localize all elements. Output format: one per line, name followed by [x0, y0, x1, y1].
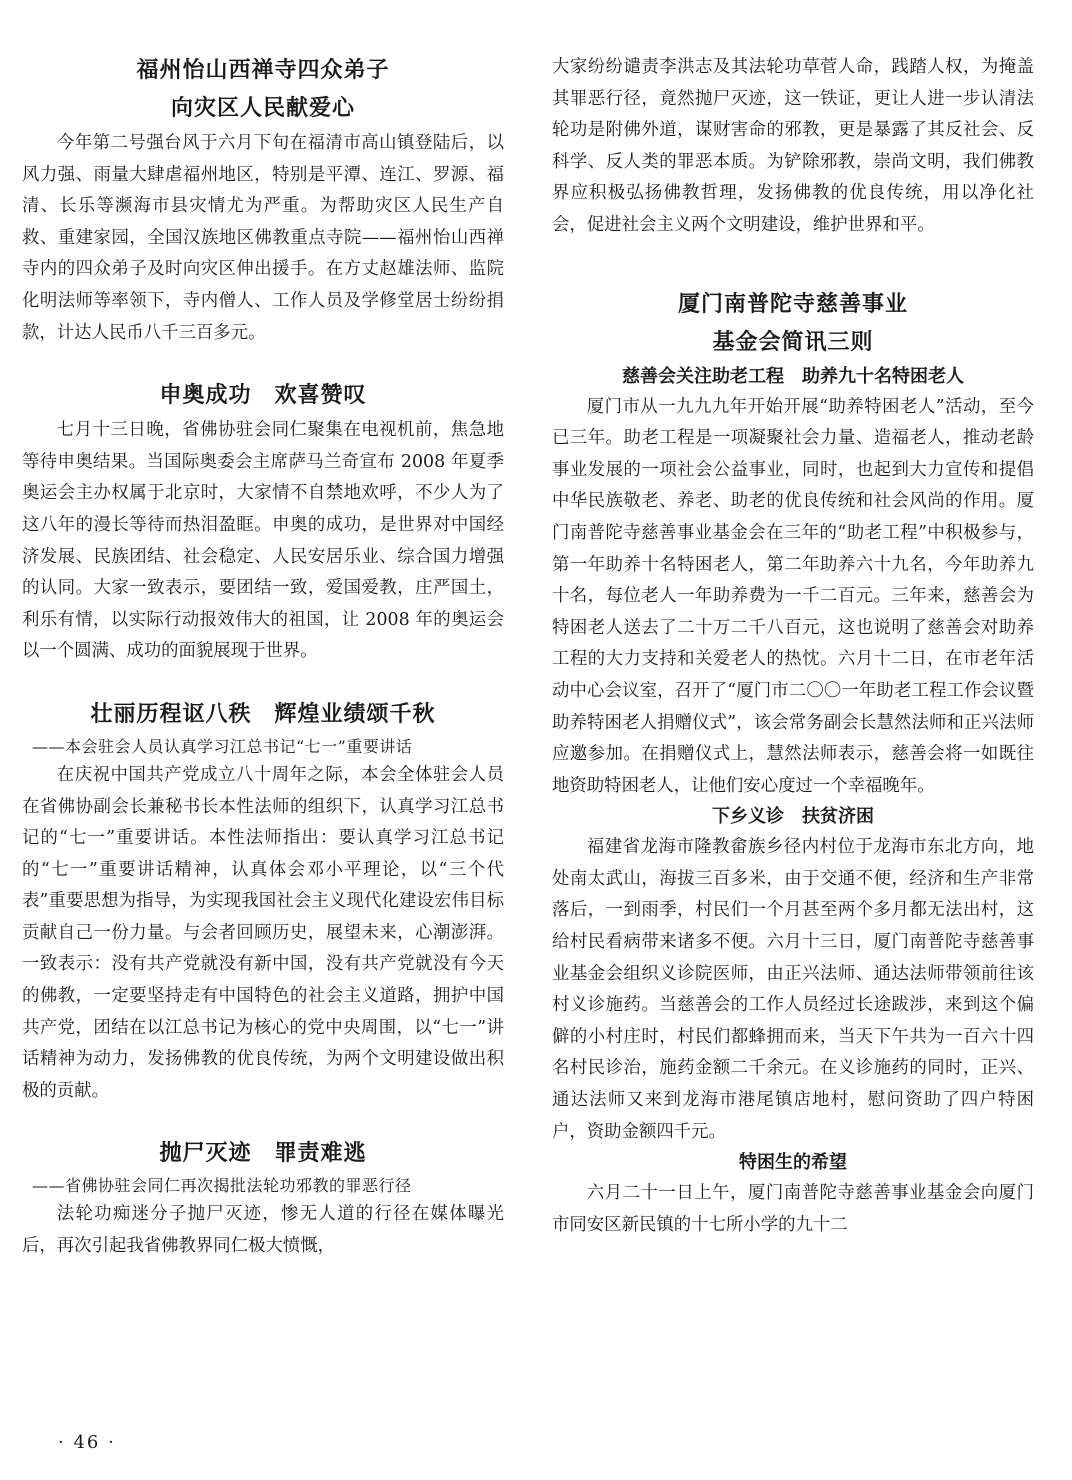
article-body: 在庆祝中国共产党成立八十周年之际，本会全体驻会人员在省佛协副会长兼秘书长本性法师的组织下，认真学习江总书记的“七一”重要讲话。本性法师指出：要认真学习江总书记的“七一”重要讲话精神，认真体会邓小平理论，以“三个代表”重要思想为指导，为实现我国社会主义现代化建设宏伟目标贡献自己一份力量。与会者回顾历史，展望未来，心潮澎湃。一致表示：没有共产党就没有新中国，没有共产党就没有今天的佛教，一定要坚持走有中国特色的社会主义道路，拥护中国共产党，团结在以江总书记为核心的党中央周围，以“七一”讲话精神为动力，发扬佛教的优良传统，为两个文明建设做出积极的贡献。: [22, 764, 504, 1101]
article-title: 申奥成功 欢喜赞叹: [159, 383, 367, 409]
section-spacer: [552, 242, 1034, 270]
article-july-first-speech: [22, 696, 504, 1108]
section-spacer: [22, 349, 504, 377]
article-subtitle: ——省佛协驻会同仁再次揭批法轮功邪教的罪恶行径: [32, 1176, 412, 1196]
page-number: · 46 ·: [58, 1432, 116, 1453]
right-column: [552, 52, 1034, 1241]
article-title-line2: 向灾区人民献爱心: [170, 96, 355, 121]
article-nanputuo-news: [552, 286, 1034, 1242]
news-item-body: 厦门市从一九九九年开始开展“助养特困老人”活动，至今已三年。助老工程是一项凝聚社会力量、造福老人，推动老龄事业发展的一项社会公益事业，同时，也起到大力宣传和提倡中华民族敬老、养老、助老的优良传统和社会风尚的作用。厦门南普陀寺慈善事业基金会在三年的“助老工程”中积极参与，第一年助养十名特困老人，第二年助养六十九名，今年助养九十名，每位老人一年助养费为一千二百元。三年来，慈善会为特困老人送去了二十万二千八百元，这也说明了慈善会对助养工程的大力支持和关爱老人的热忱。六月十二日，在市老年活动中心会议室，召开了“厦门市二〇〇一年助老工程工作会议暨助养特困老人捐赠仪式”，该会常务副会长慧然法师和正兴法师应邀参加。在捐赠仪式上，慧然法师表示，慈善会将一如既往地资助特困老人，让他们安心度过一个幸福晚年。: [552, 396, 1034, 796]
article-body: 法轮功痴迷分子抛尸灭迹，惨无人道的行径在媒体曝光后，再次引起我省佛教界同仁极大愤慨，: [22, 1204, 504, 1257]
article-xichan-donation: [22, 52, 504, 349]
left-column: [22, 52, 504, 1263]
article-body: 今年第二号强台风于六月下旬在福清市高山镇登陆后，以风力强、雨量大肆虐福州地区，特别是平潭、连江、罗源、福清、长乐等濒海市县灾情尤为严重。为帮助灾区人民生产自救、重建家园，全国汉族地区佛教重点寺院——福州怡山西禅寺内的四众弟子及时向灾区伸出援手。在方丈赵雄法师、监院化明法师等率领下，寺内僧人、工作人员及学修堂居士纷纷捐款，计达人民币八千三百多元。: [22, 133, 504, 343]
article-title: 厦门南普陀寺慈善事业: [677, 291, 908, 317]
news-item-body: 六月二十一日上午，厦门南普陀寺慈善事业基金会向厦门市同安区新民镇的十七所小学的九十二: [552, 1183, 1034, 1235]
news-item-heading: 慈善会关注助老工程 助养九十名特困老人: [622, 365, 964, 387]
news-item-body: 福建省龙海市隆教畲族乡径内村位于龙海市东北方向，地处南太武山，海拔三百多米，由于交通不便，经济和生产非常落后，一到雨季，村民们一个月甚至两个多月都无法出村，这给村民看病带来诸多不便。六月十三日，厦门南普陀寺慈善事业基金会组织义诊院医师，由正兴法师、通达法师带领前往该村义诊施药。当慈善会的工作人员经过长途跋涉，来到这个偏僻的小村庄时，村民们都蜂拥而来，当天下午共为一百六十四名村民诊治，施药金额二千余元。在义诊施药的同时，正兴、通达法师又来到龙海市港尾镇店地村，慰问资助了四户特困户，资助金额四千元。: [552, 837, 1034, 1142]
article-subtitle: ——本会驻会人员认真学习江总书记“七一”重要讲话: [32, 736, 413, 756]
article-title: 壮丽历程讴八秩 辉煌业绩颂千秋: [90, 701, 436, 727]
news-item-heading: 特困生的希望: [739, 1152, 847, 1174]
section-spacer: [22, 668, 504, 696]
article-falungong-critique: [22, 1135, 504, 1262]
article-body: 七月十三日晚，省佛协驻会同仁聚集在电视机前，焦急地等待申奥结果。当国际奥委会主席萨马兰奇宣布 2008 年夏季奥运会主办权属于北京时，大家情不自禁地欢呼，不少人为了这八年的漫长等待而热泪盈眶。申奥的成功，是世界对中国经济发展、民族团结、社会稳定、人民安居乐业、综合国力增强的认同。大家一致表示，要团结一致，爱国爱教，庄严国土，利乐有情，以实际行动报效伟大的祖国，让 2008 年的奥运会以一个圆满、成功的面貌展现于世界。: [22, 420, 504, 662]
article-olympic-bid: [22, 377, 504, 668]
article-title: 福州怡山西禅寺四众弟子: [136, 58, 390, 83]
section-spacer: [22, 1107, 504, 1135]
section-spacer: [552, 270, 1034, 286]
news-item-heading: 下乡义诊 扶贫济困: [712, 806, 874, 828]
article-title-line2: 基金会简讯三则: [712, 329, 874, 355]
article-title: 抛尸灭迹 罪责难逃: [159, 1141, 367, 1167]
article-body-continued: 大家纷纷谴责李洪志及其法轮功草菅人命，践踏人权，为掩盖其罪恶行径，竟然抛尸灭迹，这一铁证，更让人进一步认清法轮功是附佛外道，谋财害命的邪教，更是暴露了其反社会、反科学、反人类的罪恶本质。为铲除邪教，崇尚文明，我们佛教界应积极弘扬佛教哲理，发扬佛教的优良传统，用以净化社会，促进社会主义两个文明建设，维护世界和平。: [552, 57, 1034, 235]
